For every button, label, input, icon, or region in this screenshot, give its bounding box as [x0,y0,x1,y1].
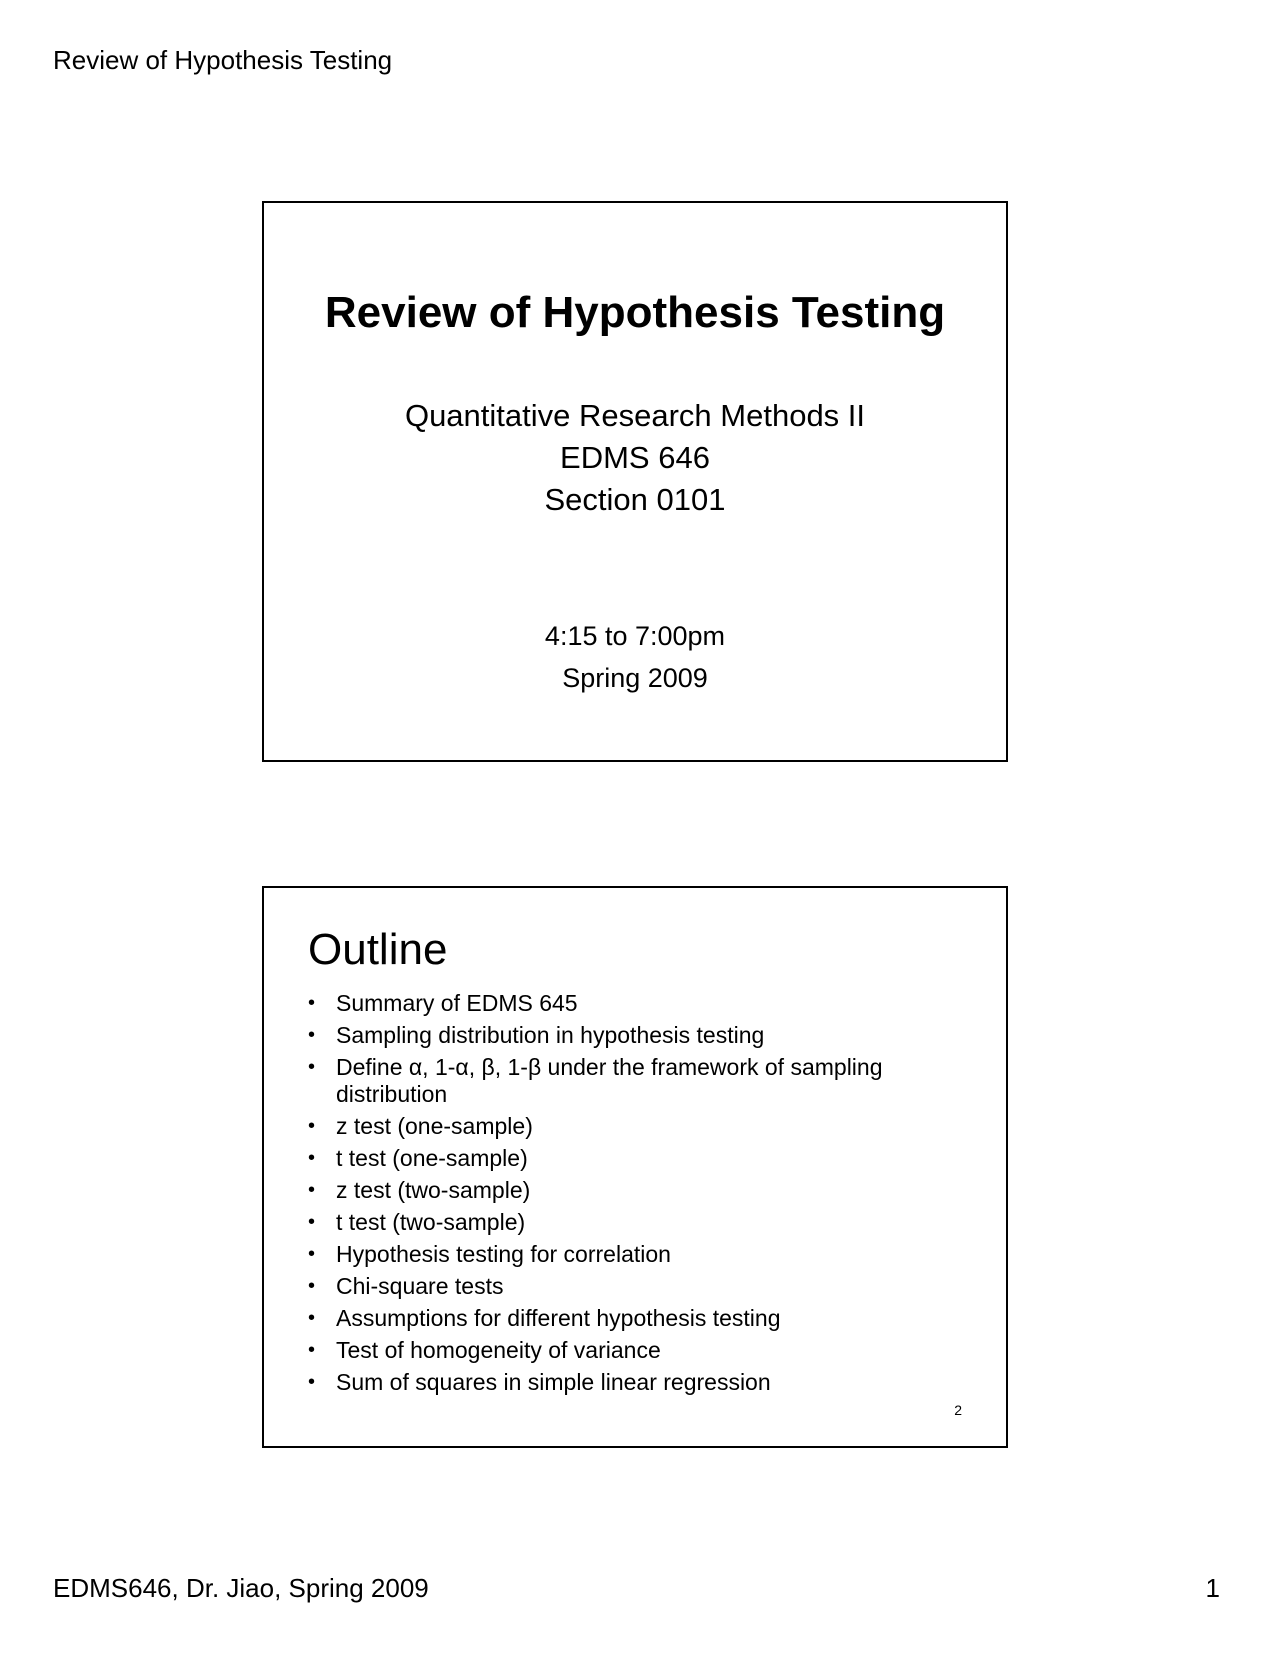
list-item-text: Hypothesis testing for correlation [336,1241,671,1267]
bullet-icon: • [308,992,316,1014]
list-item [308,1241,958,1268]
list-item [308,1054,958,1108]
list-item-text: t test (one-sample) [336,1145,528,1171]
list-item [308,1022,958,1049]
outline-title: Outline [308,925,448,974]
list-item-text: z test (two-sample) [336,1177,531,1203]
bullet-icon: • [308,1024,316,1046]
course-name: Quantitative Research Methods II [404,398,866,433]
list-item-text: z test (one-sample) [336,1113,533,1139]
list-item [308,1209,958,1236]
slide-number: 2 [954,1402,962,1418]
bullet-icon: • [308,1147,316,1169]
list-item [308,1273,958,1300]
list-item-text: Chi-square tests [336,1273,504,1299]
outline-slide [262,886,1008,1448]
list-item-text: Assumptions for different hypothesis testing [336,1305,781,1331]
page-header-title: Review of Hypothesis Testing [53,45,393,75]
schedule-info [264,615,1006,699]
list-item-text: t test (two-sample) [336,1209,526,1235]
list-item-text: Sum of squares in simple linear regression [336,1369,771,1395]
bullet-icon: • [308,1275,316,1297]
list-item [308,1337,958,1364]
bullet-icon: • [308,1307,316,1329]
course-code: EDMS 646 [560,440,710,475]
list-item-text: Define α, 1-α, β, 1-β under the framework of sampling distribution [336,1054,883,1107]
bullet-icon: • [308,1179,316,1201]
bullet-icon: • [308,1115,316,1137]
slide-title: Review of Hypothesis Testing [324,288,946,337]
class-time: 4:15 to 7:00pm [544,621,726,651]
title-slide [262,201,1008,762]
list-item [308,1145,958,1172]
list-item [308,1113,958,1140]
list-item-text: Test of homogeneity of variance [336,1337,661,1363]
list-item [308,1177,958,1204]
class-term: Spring 2009 [562,663,708,693]
bullet-icon: • [308,1243,316,1265]
list-item [308,990,958,1017]
list-item [308,1369,958,1396]
bullet-icon: • [308,1211,316,1233]
bullet-icon: • [308,1056,316,1078]
bullet-icon: • [308,1339,316,1361]
bullet-icon: • [308,1371,316,1393]
page-footer-text: EDMS646, Dr. Jiao, Spring 2009 [53,1573,429,1603]
outline-list [308,990,958,1401]
list-item-text: Sampling distribution in hypothesis testing [336,1022,765,1048]
page-number: 1 [1205,1573,1220,1603]
list-item [308,1305,958,1332]
course-section: Section 0101 [544,482,726,517]
list-item-text: Summary of EDMS 645 [336,990,578,1016]
course-info [264,395,1006,521]
